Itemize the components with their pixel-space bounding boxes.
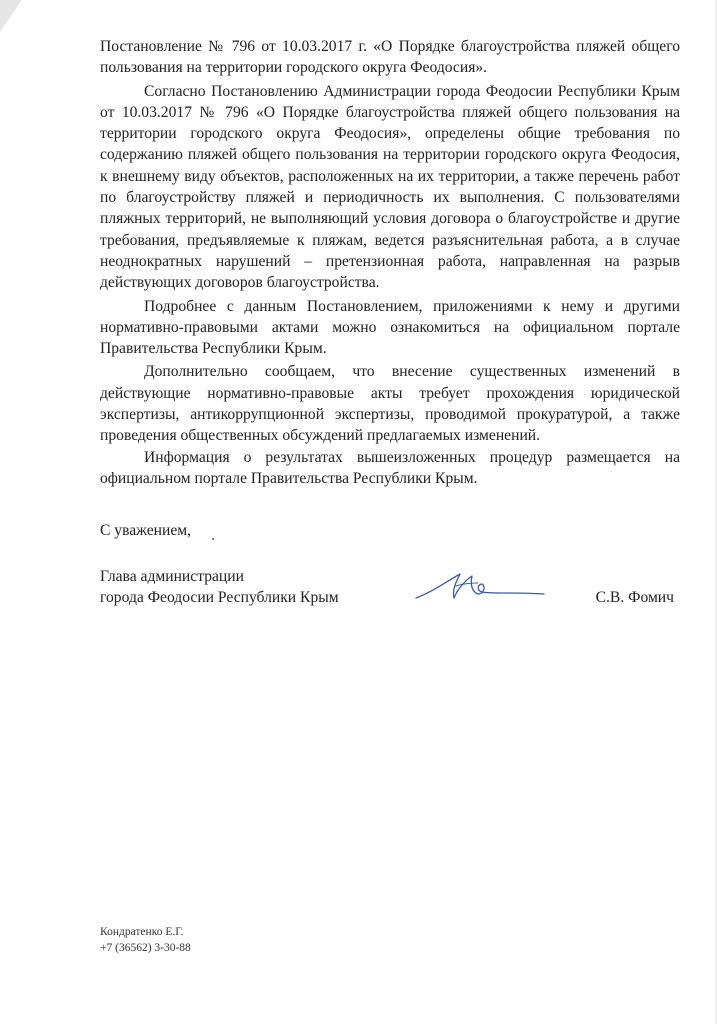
letter-body xyxy=(100,36,680,489)
scan-corner-shadow xyxy=(0,0,22,32)
executor-name: Кондратенко Е.Г. xyxy=(100,926,184,938)
executor-footer xyxy=(100,924,191,956)
signatory-title-line1: Глава администрации xyxy=(100,568,244,585)
paragraph-additional: Дополнительно сообщаем, что внесение существенных изменений в действующие нормативно-правовые акты требует прохождения юридической экспертизы, антикоррупционной экспертизы, проводимой прокуратурой, а также проведения общественных обсуждений предлагаемых изменений. xyxy=(100,363,680,445)
paragraph-more-info: Подробнее с данным Постановлением, приложениями к нему и другими нормативно-правовыми актами можно ознакомиться на официальном портале Правительства Республики Крым. xyxy=(100,297,680,358)
paragraph-decree-summary: Согласно Постановлению Администрации города Феодосии Республики Крым от 10.03.2017 № 796 «О Порядке благоустройства пляжей общего пользования на территории городского округа Феодосия», определены общие требования по содержанию пляжей общего пользования на территории городского округа Феодосия, к внешнему виду объектов, расположенных на их территории, а также перечень работ по благоустройству пляжей и периодичность их выполнения. С пользователями пляжных территорий, не выполняющий условия договора о благоустройстве и другие требования, предъявляемые к пляжам, ведется разъяснительная работа, а в случае неоднократных нарушений – претензионная работа, направленная на разрыв действующих договоров благоустройства. xyxy=(100,82,680,292)
signatory-title-line2: города Феодосии Республики Крым xyxy=(100,589,339,607)
signatory-name: С.В. Фомич xyxy=(595,589,674,606)
paragraph-decree-title: Постановление № 796 от 10.03.2017 г. «О Порядке благоустройства пляжей общего пользования на территории городского округа Феодосия». xyxy=(100,38,680,77)
handwritten-signature xyxy=(412,568,552,608)
signature-block xyxy=(100,566,680,609)
ink-dot xyxy=(212,538,214,540)
closing-salutation: С уважением, xyxy=(100,522,192,539)
paragraph-results: Информация о результатах вышеизложенных процедур размещается на официальном портале Правительства Республики Крым. xyxy=(100,448,680,487)
executor-phone: +7 (36562) 3-30-88 xyxy=(100,942,191,954)
